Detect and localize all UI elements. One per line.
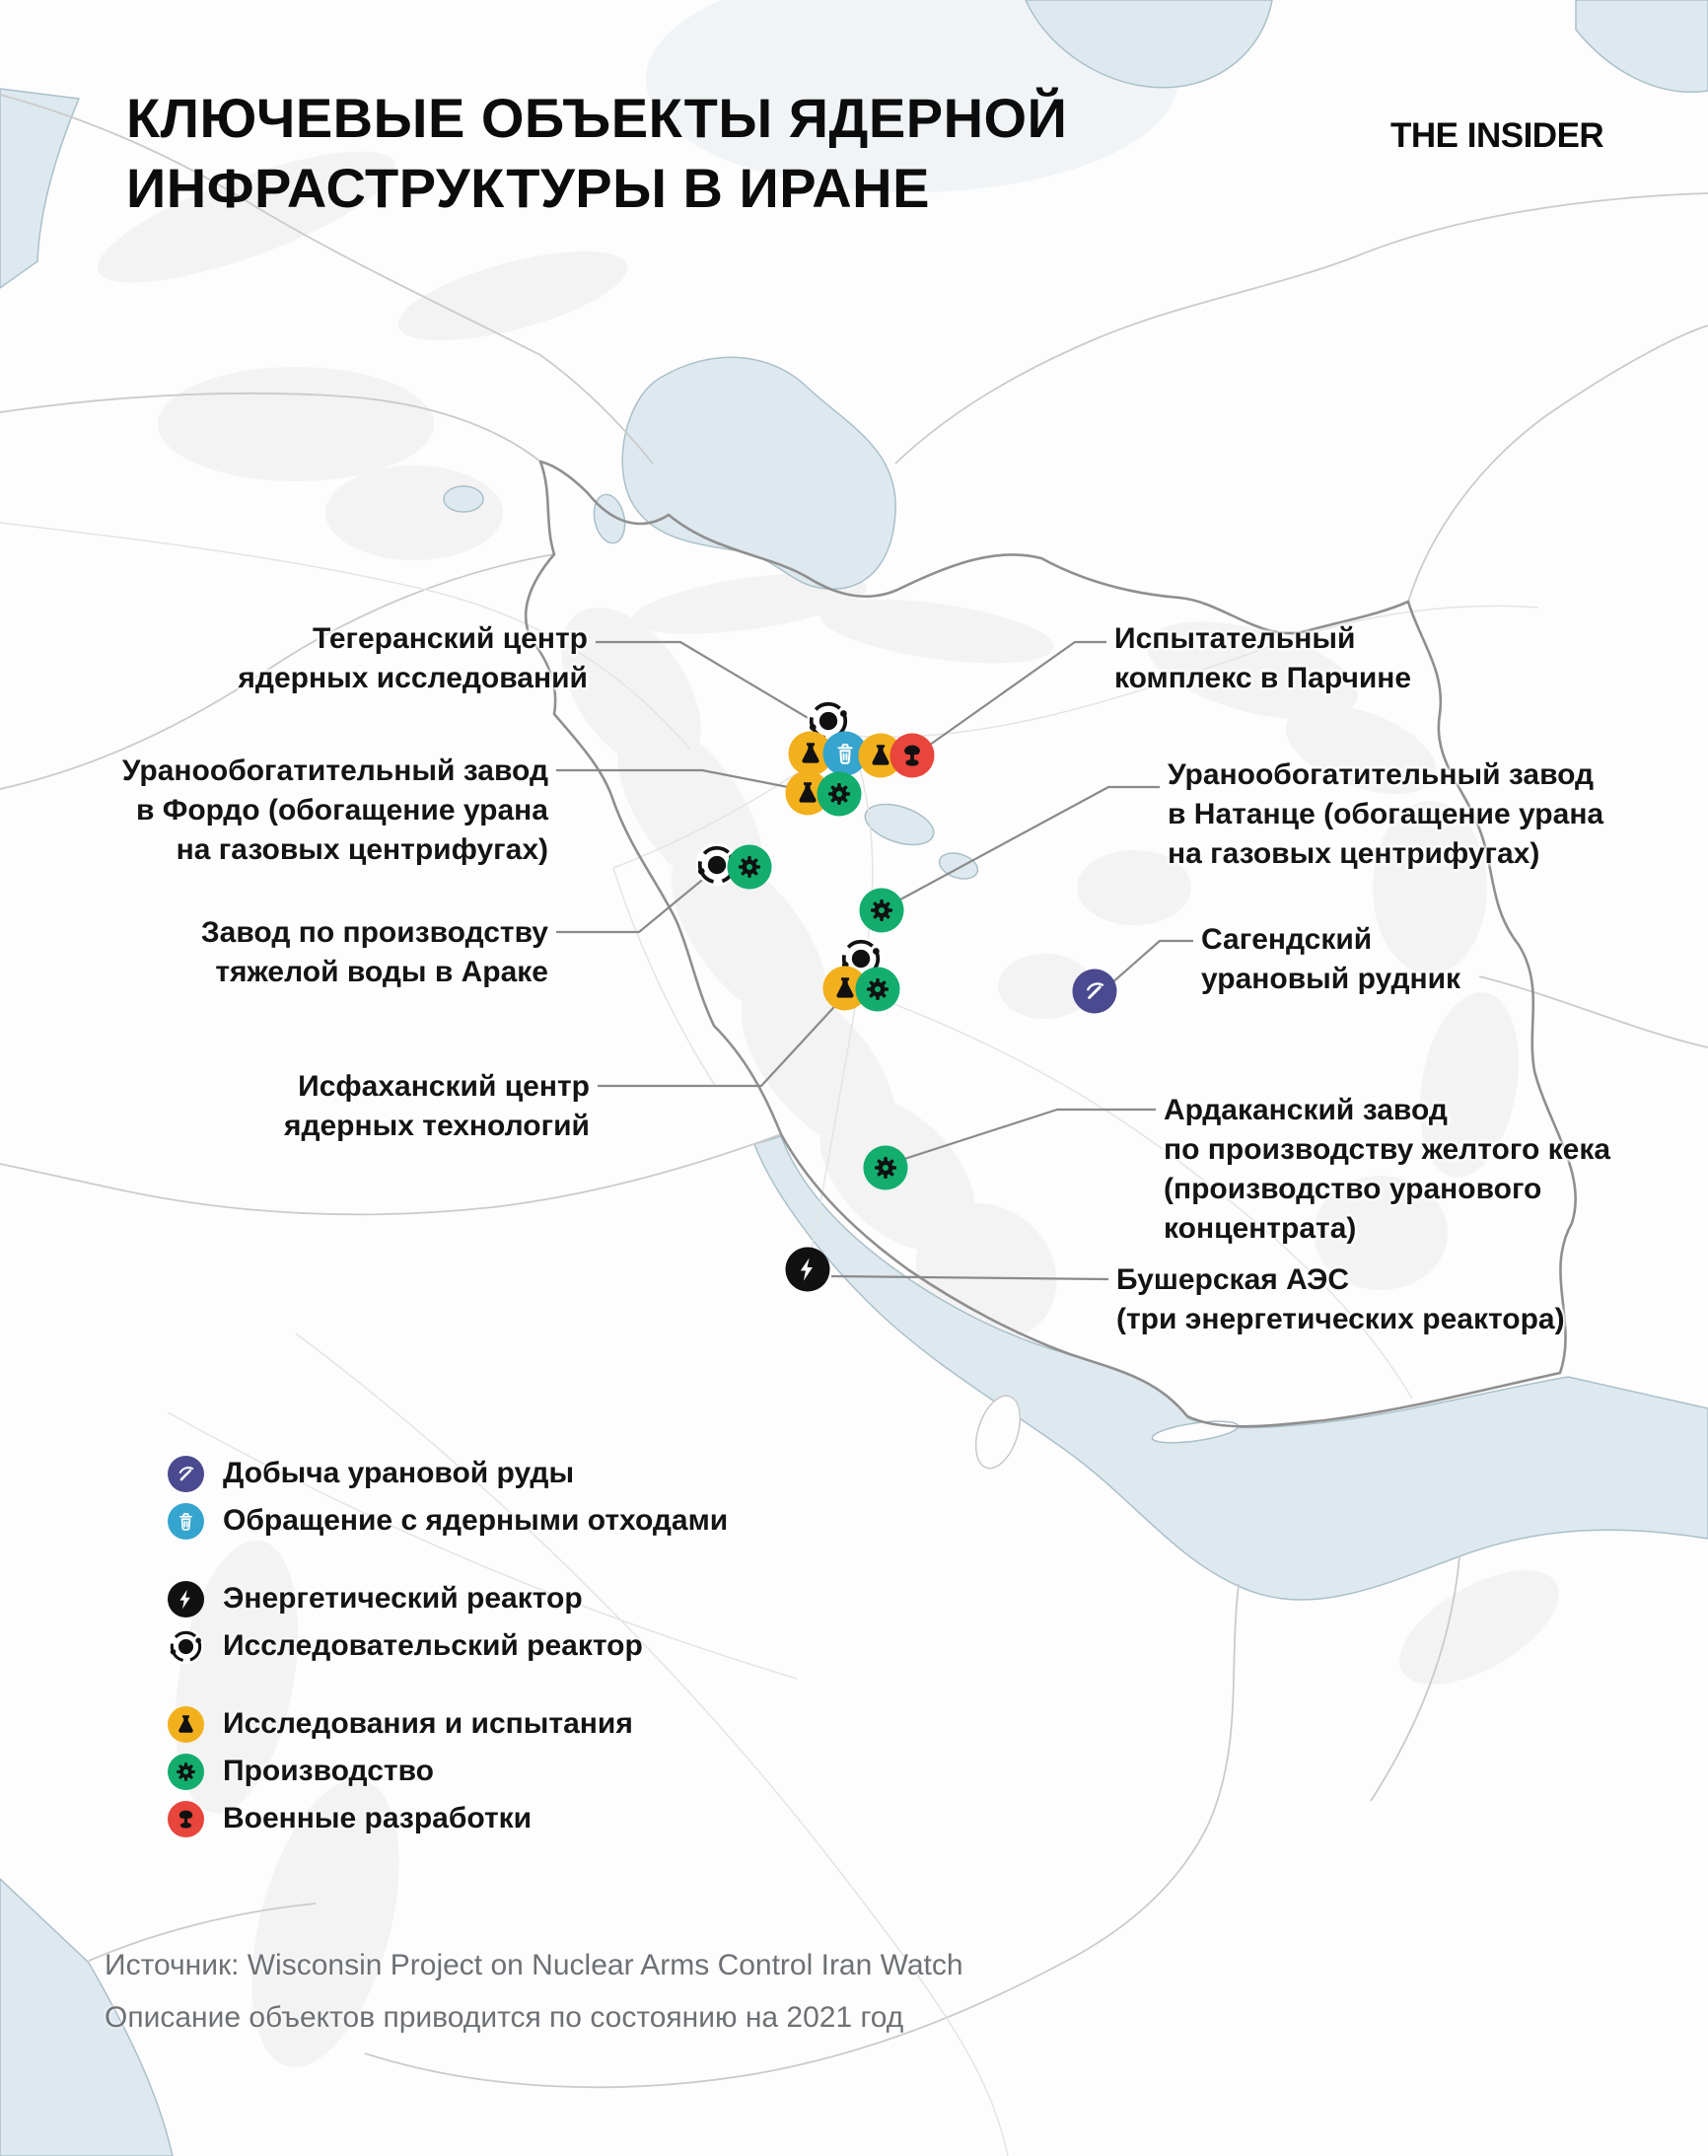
legend-label: Производство [223, 1755, 434, 1787]
power-reactor-icon [168, 1581, 204, 1617]
production-marker-icon [860, 889, 904, 933]
label-fordow [122, 752, 548, 870]
production-marker-icon [728, 845, 772, 890]
legend [168, 1450, 728, 1873]
label-line: Исфаханский центр [298, 1070, 590, 1103]
label-ardakan [1164, 1091, 1610, 1249]
mining-icon [168, 1456, 204, 1492]
label-parchin [1114, 619, 1411, 698]
source-line2: Описание объектов приводится по состоянию на 2021 год [105, 2001, 904, 2034]
label-line: Тегеранский центр [312, 622, 588, 655]
mining-marker-icon [1073, 970, 1117, 1014]
legend-item-mining [168, 1450, 728, 1497]
label-tehran [238, 619, 588, 698]
label-line: (три энергетических реактора) [1116, 1303, 1565, 1335]
legend-label: Добыча урановой руды [223, 1457, 575, 1489]
label-line: комплекс в Парчине [1114, 662, 1412, 694]
label-natanz [1168, 755, 1603, 874]
legend-label: Исследования и испытания [223, 1707, 633, 1740]
legend-group [168, 1575, 728, 1670]
label-line: урановый рудник [1201, 963, 1461, 995]
label-line: в Фордо (обогащение урана [135, 794, 548, 826]
label-isfahan [284, 1067, 590, 1146]
label-line: на газовых центрифугах) [176, 833, 548, 866]
label-line: концентрата) [1164, 1212, 1357, 1245]
power-reactor-marker-icon [786, 1248, 830, 1292]
legend-item-waste [168, 1497, 728, 1545]
waste-icon [168, 1503, 204, 1540]
legend-item-research-reactor [168, 1622, 728, 1670]
legend-group [168, 1700, 728, 1842]
label-line: Бушерская АЭС [1116, 1263, 1350, 1296]
label-saghand [1201, 920, 1460, 999]
label-line: (производство уранового [1164, 1173, 1542, 1205]
production-marker-icon [856, 968, 900, 1012]
label-line: ядерных технологий [283, 1110, 590, 1142]
label-line: ядерных исследований [238, 662, 588, 694]
legend-label: Военные разработки [223, 1802, 533, 1834]
research-reactor-icon [168, 1628, 204, 1665]
label-line: в Натанце (обогащение урана [1168, 798, 1604, 830]
label-line: Ардаканский завод [1164, 1094, 1448, 1126]
production-icon [168, 1754, 204, 1790]
legend-label: Исследовательский реактор [223, 1629, 643, 1662]
military-marker-icon [890, 734, 935, 778]
research-testing-icon [168, 1706, 204, 1743]
legend-item-military [168, 1795, 728, 1842]
label-bushehr [1116, 1260, 1565, 1339]
legend-label: Энергетический реактор [223, 1582, 583, 1615]
legend-label: Обращение с ядерными отходами [223, 1504, 729, 1537]
source-line1: Источник: Wisconsin Project on Nuclear Arms Control Iran Watch [105, 1949, 963, 1981]
legend-item-power-reactor [168, 1575, 728, 1622]
label-line: Завод по производству [200, 916, 548, 949]
military-icon [168, 1801, 204, 1837]
label-line: Уранообогатительный завод [121, 755, 548, 787]
the-insider-logo: THE INSIDER [1390, 116, 1604, 155]
production-marker-icon [864, 1146, 908, 1190]
legend-group [168, 1450, 728, 1545]
label-line: на газовых центрифугах) [1168, 837, 1540, 870]
label-line: тяжелой воды в Араке [215, 956, 548, 988]
page-title [126, 83, 1067, 223]
label-line: по производству желтого кека [1164, 1133, 1611, 1166]
source-note [105, 1939, 963, 2044]
legend-item-research-testing [168, 1700, 728, 1748]
label-line: Сагендский [1201, 923, 1373, 956]
production-marker-icon [818, 772, 862, 817]
label-line: Уранообогатительный завод [1168, 758, 1595, 791]
legend-item-production [168, 1748, 728, 1795]
page-title-line2: ИНФРАСТРУКТУРЫ В ИРАНЕ [126, 157, 930, 219]
label-line: Испытательный [1114, 622, 1356, 655]
label-arak [201, 913, 548, 992]
page-title-line1: КЛЮЧЕВЫЕ ОБЪЕКТЫ ЯДЕРНОЙ [126, 87, 1068, 149]
